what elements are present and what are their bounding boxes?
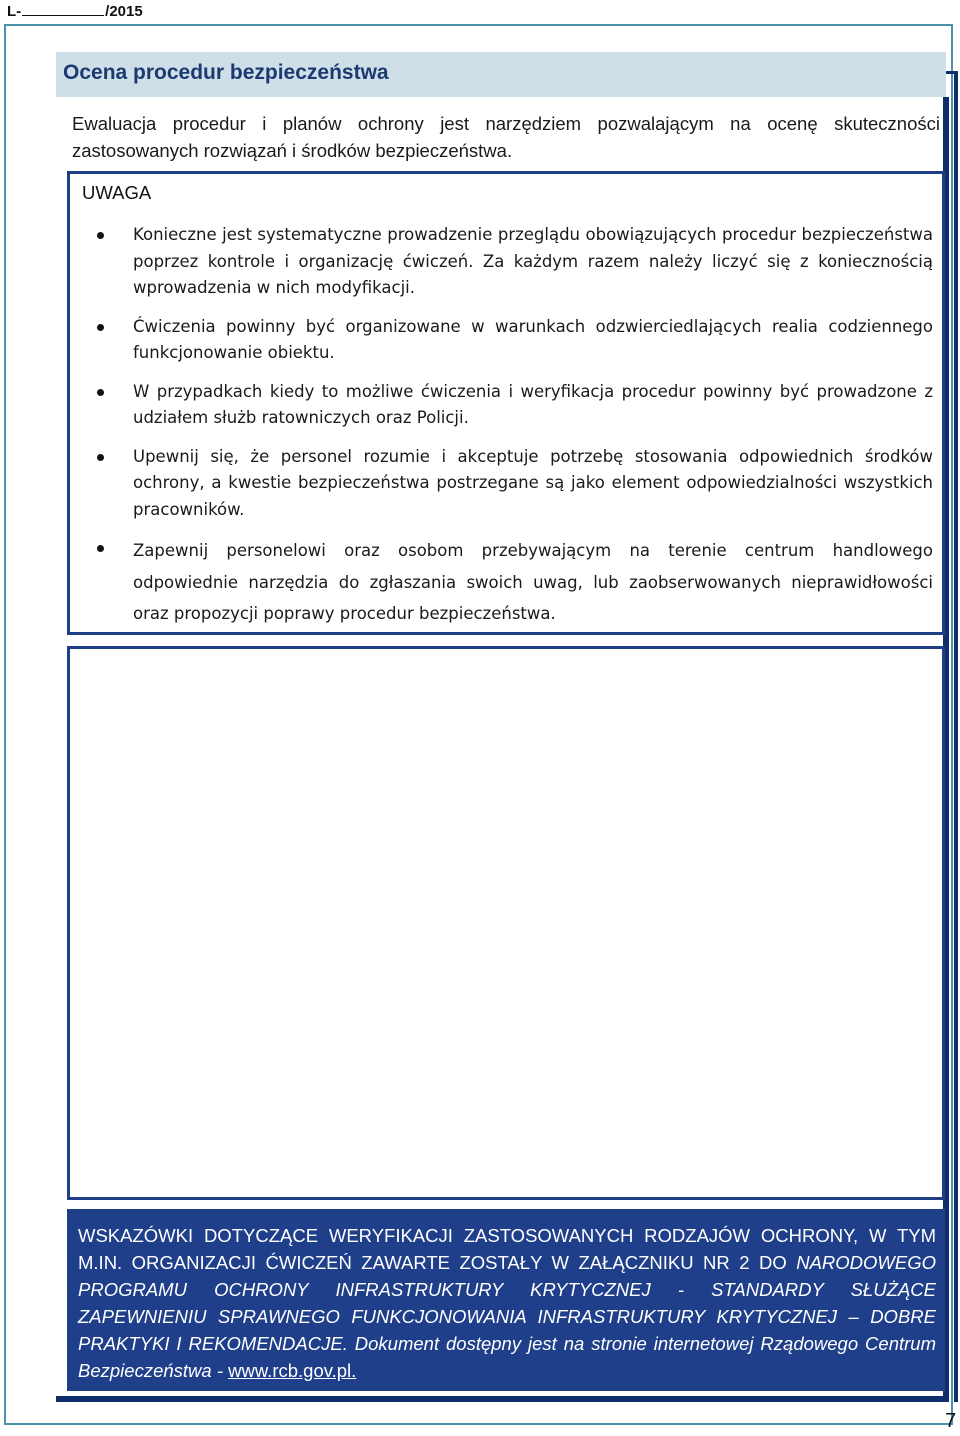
bullet-icon [97,389,104,396]
list-item-text: Upewnij się, że personel rozumie i akceptuje potrzebę stosowania odpowiednich środków ochrony, a kwestie bezpieczeństwa postrzegane są jako element odpowiedzialności wszystkich pracowników. [133,446,933,519]
page-number: 7 [945,1410,957,1432]
uwaga-title: UWAGA [82,182,152,203]
bullet-icon [97,324,104,331]
doc-id-prefix: L- [7,3,22,20]
uwaga-box [67,171,945,635]
list-item [133,314,933,367]
bullet-icon [97,454,104,461]
uwaga-list [133,222,933,630]
frame-accent-right [954,71,958,1402]
notes-box [67,646,945,1200]
list-item [133,379,933,432]
hints-box [67,1209,945,1391]
list-item [133,535,933,630]
section-title-bar [56,52,946,97]
hints-text-part2: NARODOWEGO PROGRAMU OCHRONY INFRASTRUKTURY KRYTYCZNEJ - STANDARDY SŁUŻĄCE ZAPEWNIENIU SPRAWNEGO FUNKCJONOWANIA INFRASTRUKTURY KRYTYCZNEJ – DOBRE PRAKTYKI I REKOMENDACJE. Dokument dostępny jest na stronie internetowej Rządowego Centrum Bezpieczeństwa - [78,1252,936,1381]
list-item-text: Zapewnij personelowi oraz osobom przebywającym na terenie centrum handlowego odpowiednie narzędzia do zgłaszania swoich uwag, lub zaobserwowanych nieprawidłowości oraz propozycji poprawy procedur bezpieczeństwa. [133,541,933,623]
rcb-link[interactable]: www.rcb.gov.pl. [228,1360,357,1381]
list-item [133,222,933,302]
list-item-text: W przypadkach kiedy to możliwe ćwiczenia i weryfikacja procedur powinny być prowadzone z udziałem służb ratowniczych oraz Policji. [133,381,933,427]
intro-paragraph: Ewaluacja procedur i planów ochrony jest narzędziem pozwalającym na ocenę skuteczności zastosowanych rozwiązań i środków bezpieczeństwa. [72,113,940,161]
doc-id-suffix: /2015 [105,3,143,20]
hints-text [78,1222,936,1384]
bullet-icon [97,232,104,239]
list-item [133,444,933,524]
list-item-text: Ćwiczenia powinny być organizowane w warunkach odzwierciedlających realia codziennego funkcjonowanie obiektu. [133,316,933,362]
hints-text-part1: WSKAZÓWKI DOTYCZĄCE WERYFIKACJI ZASTOSOWANYCH RODZAJÓW OCHRONY, W TYM M.IN. ORGANIZACJI ĆWICZEŃ ZAWARTE ZOSTAŁY W ZAŁĄCZNIKU NR 2 DO [78,1225,936,1273]
doc-id-blank-line [22,3,104,16]
document-id [7,3,143,20]
list-item-text: Konieczne jest systematyczne prowadzenie przeglądu obowiązujących procedur bezpieczeństwa poprzez kontrole i organizację ćwiczeń. Za każdym razem należy liczyć się z koniecznością wprowadzenia w nich modyfikacji. [133,225,933,297]
section-title: Ocena procedur bezpieczeństwa [63,61,389,84]
bullet-icon [97,545,104,552]
